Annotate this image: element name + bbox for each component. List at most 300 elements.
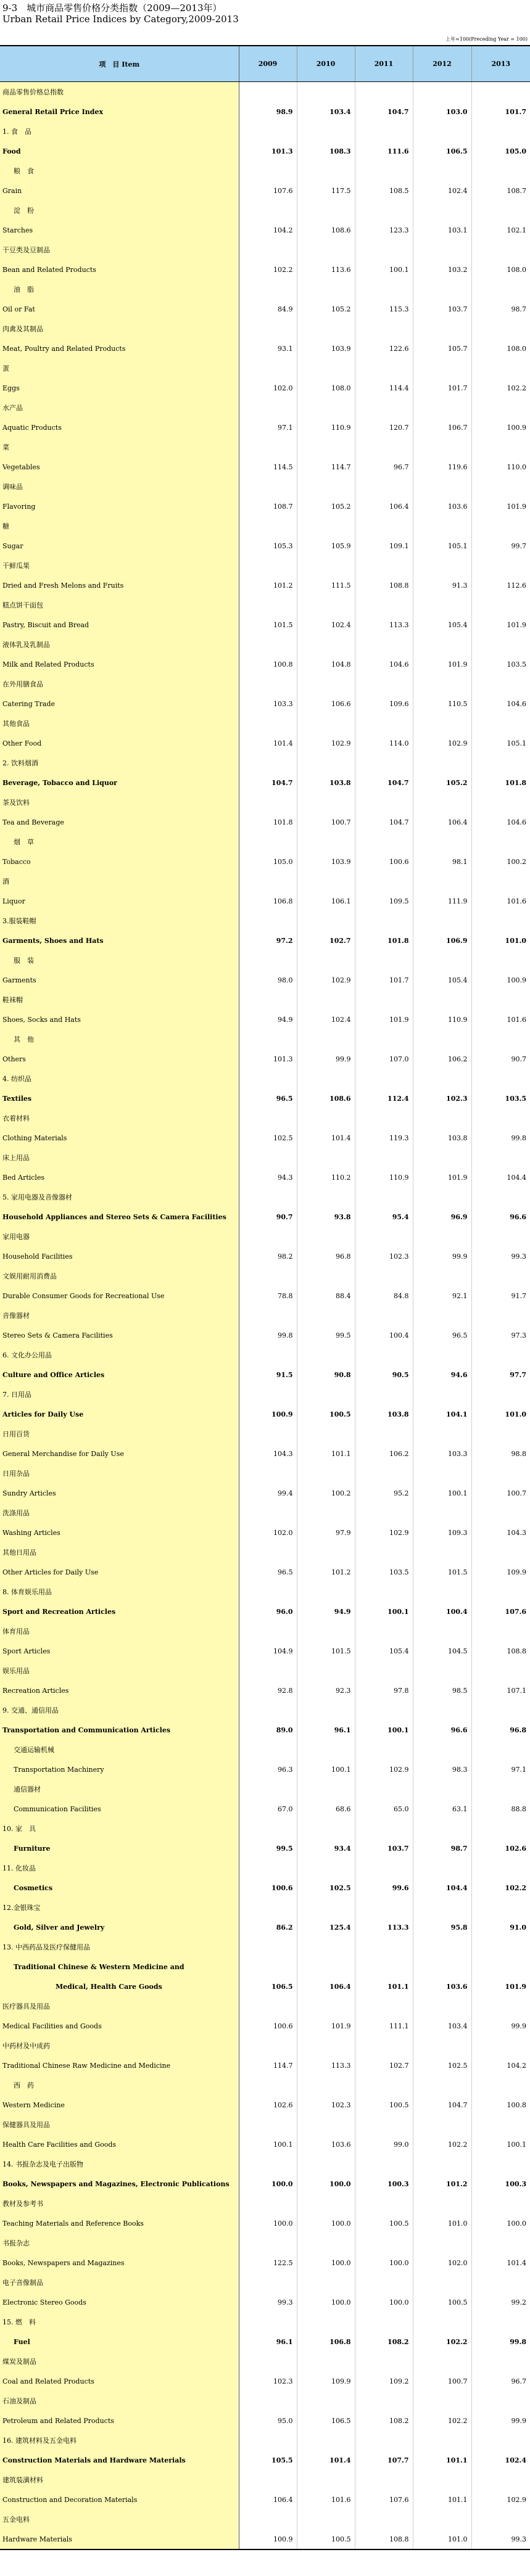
value-cell (239, 1996, 297, 2016)
row-label: Household Appliances and Stereo Sets & Camera Facilities (0, 1207, 239, 1227)
value-cell: 114.4 (355, 378, 413, 398)
row-label: Flavoring (0, 496, 239, 516)
table-row (0, 556, 530, 575)
value-cell (471, 1898, 530, 1917)
value-cell (413, 2430, 471, 2450)
value-cell (413, 437, 471, 457)
value-cell: 111.5 (297, 575, 355, 595)
table-row (0, 615, 530, 635)
value-cell: 101.2 (413, 2174, 471, 2194)
value-cell: 101.9 (471, 1977, 530, 1996)
value-cell: 100.5 (355, 2213, 413, 2233)
value-cell (355, 2036, 413, 2055)
value-cell: 96.6 (413, 1720, 471, 1740)
value-cell: 104.1 (413, 1404, 471, 1424)
row-label: 书报杂志 (0, 2233, 239, 2253)
value-cell (239, 1029, 297, 1049)
header-year: 2012 (413, 46, 471, 82)
value-cell (413, 714, 471, 733)
value-cell: 102.9 (471, 2490, 530, 2509)
value-cell: 104.3 (471, 1523, 530, 1542)
table-row (0, 220, 530, 240)
row-label: 日用杂品 (0, 1463, 239, 1483)
value-cell (413, 595, 471, 615)
value-cell (413, 832, 471, 852)
row-label: 电子音像制品 (0, 2273, 239, 2292)
value-cell (413, 319, 471, 339)
table-row (0, 1187, 530, 1207)
table-row (0, 950, 530, 970)
value-cell: 105.9 (297, 536, 355, 556)
price-index-table (0, 45, 530, 2550)
value-cell (297, 2075, 355, 2095)
row-label: Sundry Articles (0, 1483, 239, 1503)
table-row (0, 1306, 530, 1325)
value-cell: 104.6 (471, 812, 530, 832)
row-label: Health Care Facilities and Goods (0, 2134, 239, 2154)
row-label: 液体乳及乳制品 (0, 635, 239, 654)
value-cell: 108.0 (471, 339, 530, 358)
value-cell (355, 319, 413, 339)
value-cell: 100.1 (355, 260, 413, 279)
value-cell (471, 1463, 530, 1483)
value-cell (297, 1424, 355, 1444)
value-cell: 107.6 (355, 2490, 413, 2509)
value-cell: 100.1 (355, 1720, 413, 1740)
value-cell (297, 2391, 355, 2411)
table-row (0, 674, 530, 694)
value-cell (413, 635, 471, 654)
value-cell: 108.7 (471, 181, 530, 200)
value-cell: 99.3 (239, 2292, 297, 2312)
row-label: 娱乐用品 (0, 1661, 239, 1681)
value-cell: 101.5 (413, 1562, 471, 1582)
table-row (0, 1444, 530, 1463)
row-label: 16. 建筑材料及五金电料 (0, 2430, 239, 2450)
value-cell: 91.3 (413, 575, 471, 595)
value-cell (413, 279, 471, 299)
value-cell: 65.0 (355, 1799, 413, 1819)
value-cell (239, 832, 297, 852)
value-cell: 99.4 (239, 1483, 297, 1503)
value-cell (239, 1937, 297, 1957)
value-cell (239, 2154, 297, 2174)
value-cell: 97.2 (239, 931, 297, 950)
value-cell (471, 516, 530, 536)
value-cell (355, 556, 413, 575)
value-cell: 96.5 (413, 1325, 471, 1345)
value-cell (471, 1345, 530, 1365)
value-cell: 106.4 (297, 1977, 355, 1996)
row-label: Oil or Fat (0, 299, 239, 319)
value-cell: 96.7 (471, 2371, 530, 2391)
value-cell (297, 1463, 355, 1483)
value-cell: 109.6 (355, 694, 413, 714)
value-cell (239, 2470, 297, 2490)
row-label: 4. 纺织品 (0, 1069, 239, 1088)
table-row (0, 753, 530, 773)
value-cell (471, 1424, 530, 1444)
table-row (0, 1049, 530, 1069)
value-cell (297, 2273, 355, 2292)
value-cell: 100.1 (239, 2134, 297, 2154)
value-cell: 101.3 (239, 141, 297, 161)
value-cell (471, 911, 530, 931)
value-cell (413, 2194, 471, 2213)
value-cell: 105.4 (355, 1641, 413, 1661)
row-label: Furniture (0, 1838, 239, 1858)
table-row (0, 1700, 530, 1720)
value-cell (297, 1819, 355, 1838)
value-cell: 122.5 (239, 2253, 297, 2273)
value-cell (413, 1385, 471, 1404)
table-row (0, 812, 530, 832)
value-cell: 99.0 (355, 2134, 413, 2154)
value-cell (239, 2352, 297, 2371)
value-cell: 100.5 (297, 2529, 355, 2549)
row-label: 文娱用耐用消费品 (0, 1266, 239, 1286)
value-cell: 99.5 (239, 1838, 297, 1858)
value-cell (471, 871, 530, 891)
table-row (0, 911, 530, 931)
value-cell (355, 516, 413, 536)
value-cell: 101.8 (471, 773, 530, 792)
value-cell: 111.9 (413, 891, 471, 911)
value-cell (297, 2509, 355, 2529)
value-cell: 95.2 (355, 1483, 413, 1503)
value-cell (413, 1661, 471, 1681)
value-cell: 105.2 (413, 773, 471, 792)
table-row (0, 1246, 530, 1266)
row-label: Other Food (0, 733, 239, 753)
value-cell (297, 871, 355, 891)
value-cell: 67.0 (239, 1799, 297, 1819)
value-cell: 113.6 (297, 260, 355, 279)
value-cell (471, 1542, 530, 1562)
row-label: Durable Consumer Goods for Recreational Use (0, 1286, 239, 1306)
value-cell (471, 556, 530, 575)
table-row (0, 1167, 530, 1187)
value-cell: 103.8 (413, 1128, 471, 1148)
value-cell (297, 1621, 355, 1641)
value-cell: 97.7 (471, 1365, 530, 1385)
value-cell: 102.3 (355, 1246, 413, 1266)
value-cell (471, 2115, 530, 2134)
value-cell: 101.0 (413, 2213, 471, 2233)
table-row (0, 1365, 530, 1385)
table-row (0, 457, 530, 477)
table-row (0, 694, 530, 714)
value-cell: 100.4 (355, 1325, 413, 1345)
row-label: 8. 体育娱乐用品 (0, 1582, 239, 1602)
table-row (0, 200, 530, 220)
value-cell (355, 1740, 413, 1759)
row-label: Books, Newspapers and Magazines, Electronic Publications (0, 2174, 239, 2194)
value-cell (355, 2470, 413, 2490)
value-cell: 102.9 (355, 1759, 413, 1779)
row-label: 油 脂 (0, 279, 239, 299)
value-cell (239, 1069, 297, 1088)
row-label: Meat, Poultry and Related Products (0, 339, 239, 358)
table-row (0, 1542, 530, 1562)
value-cell (239, 1957, 297, 1977)
value-cell (297, 437, 355, 457)
table-row (0, 1996, 530, 2016)
value-cell (297, 82, 355, 102)
value-cell (239, 1779, 297, 1799)
row-label: 5. 家用电器及音像器材 (0, 1187, 239, 1207)
value-cell (471, 2470, 530, 2490)
row-label: Petroleum and Related Products (0, 2411, 239, 2430)
value-cell: 100.5 (297, 1404, 355, 1424)
value-cell: 93.1 (239, 339, 297, 358)
value-cell: 100.0 (355, 2292, 413, 2312)
row-label: Other Articles for Daily Use (0, 1562, 239, 1582)
value-cell: 91.0 (471, 1917, 530, 1937)
header-item: 项 目 Item (0, 46, 239, 82)
value-cell (413, 2509, 471, 2529)
value-cell (355, 1424, 413, 1444)
header-year: 2013 (471, 46, 530, 82)
row-label: Western Medicine (0, 2095, 239, 2115)
value-cell: 102.4 (297, 615, 355, 635)
value-cell: 107.6 (239, 181, 297, 200)
table-row (0, 1286, 530, 1306)
value-cell (297, 319, 355, 339)
value-cell: 98.9 (239, 102, 297, 121)
value-cell: 105.0 (239, 852, 297, 871)
value-cell: 104.7 (355, 102, 413, 121)
value-cell (239, 871, 297, 891)
value-cell (297, 990, 355, 1010)
value-cell (297, 1306, 355, 1325)
value-cell (355, 437, 413, 457)
row-label: 14. 书报杂志及电子出版物 (0, 2154, 239, 2174)
value-cell: 109.9 (297, 2371, 355, 2391)
value-cell (413, 1463, 471, 1483)
value-cell (471, 121, 530, 141)
table-row (0, 1917, 530, 1937)
value-cell: 101.4 (471, 2253, 530, 2273)
value-cell (471, 1740, 530, 1759)
value-cell: 90.7 (471, 1049, 530, 1069)
value-cell (355, 200, 413, 220)
value-cell (297, 279, 355, 299)
value-cell (413, 2312, 471, 2332)
value-cell (297, 1227, 355, 1246)
row-label: Books, Newspapers and Magazines (0, 2253, 239, 2273)
value-cell: 101.7 (413, 378, 471, 398)
value-cell (413, 121, 471, 141)
value-cell: 101.0 (413, 2529, 471, 2549)
value-cell: 96.8 (297, 1246, 355, 1266)
value-cell (239, 1227, 297, 1246)
table-row (0, 2332, 530, 2352)
value-cell (355, 2312, 413, 2332)
value-cell: 119.3 (355, 1128, 413, 1148)
value-cell (355, 1345, 413, 1365)
value-cell: 102.3 (413, 1088, 471, 1108)
value-cell (471, 279, 530, 299)
value-cell (297, 358, 355, 378)
table-row (0, 2115, 530, 2134)
value-cell: 102.9 (297, 970, 355, 990)
value-cell (239, 1621, 297, 1641)
value-cell (471, 753, 530, 773)
value-cell: 108.0 (471, 260, 530, 279)
value-cell (355, 2509, 413, 2529)
value-cell (239, 2233, 297, 2253)
value-cell: 100.0 (297, 2213, 355, 2233)
value-cell (355, 398, 413, 418)
value-cell (355, 1700, 413, 1720)
value-cell (297, 1069, 355, 1088)
row-label: 水产品 (0, 398, 239, 418)
value-cell (239, 358, 297, 378)
value-cell (471, 832, 530, 852)
row-label: Stereo Sets & Camera Facilities (0, 1325, 239, 1345)
value-cell (355, 2352, 413, 2371)
table-row (0, 852, 530, 871)
table-row (0, 2075, 530, 2095)
table-row (0, 2352, 530, 2371)
table-row (0, 2134, 530, 2154)
value-cell (355, 1661, 413, 1681)
table-row (0, 1266, 530, 1286)
value-cell: 101.3 (239, 1049, 297, 1069)
value-cell: 104.6 (355, 654, 413, 674)
value-cell (239, 1819, 297, 1838)
value-cell (355, 2233, 413, 2253)
row-label: Hardware Materials (0, 2529, 239, 2549)
value-cell (355, 1463, 413, 1483)
value-cell: 114.0 (355, 733, 413, 753)
value-cell (239, 753, 297, 773)
value-cell: 91.7 (471, 1286, 530, 1306)
value-cell: 103.7 (413, 299, 471, 319)
value-cell (471, 1819, 530, 1838)
value-cell: 105.1 (413, 536, 471, 556)
table-row (0, 82, 530, 102)
value-cell: 102.5 (239, 1128, 297, 1148)
value-cell (239, 2036, 297, 2055)
value-cell (239, 2115, 297, 2134)
row-label: Medical, Health Care Goods (0, 1977, 239, 1996)
value-cell (413, 1345, 471, 1365)
row-label: 干鲜瓜果 (0, 556, 239, 575)
value-cell: 95.0 (239, 2411, 297, 2430)
value-cell (355, 911, 413, 931)
value-cell: 105.0 (471, 141, 530, 161)
value-cell: 110.9 (413, 1010, 471, 1029)
value-cell (413, 2154, 471, 2174)
value-cell (355, 2154, 413, 2174)
value-cell (471, 2036, 530, 2055)
value-cell (471, 2075, 530, 2095)
table-row (0, 1878, 530, 1898)
value-cell: 106.6 (297, 694, 355, 714)
row-label: Electronic Stereo Goods (0, 2292, 239, 2312)
table-row (0, 931, 530, 950)
value-cell: 88.8 (471, 1799, 530, 1819)
value-cell: 96.8 (471, 1720, 530, 1740)
value-cell (355, 2273, 413, 2292)
value-cell (413, 1108, 471, 1128)
value-cell (413, 1898, 471, 1917)
row-label: Aquatic Products (0, 418, 239, 437)
row-label: Cosmetics (0, 1878, 239, 1898)
value-cell: 122.6 (355, 339, 413, 358)
value-cell (471, 595, 530, 615)
value-cell: 103.5 (471, 654, 530, 674)
table-row (0, 2095, 530, 2115)
value-cell (471, 437, 530, 457)
value-cell: 90.5 (355, 1365, 413, 1385)
table-row (0, 2036, 530, 2055)
value-cell (471, 1661, 530, 1681)
value-cell (239, 1661, 297, 1681)
table-row (0, 575, 530, 595)
value-cell (413, 398, 471, 418)
value-cell (239, 2509, 297, 2529)
table-row (0, 733, 530, 753)
table-row (0, 635, 530, 654)
value-cell: 101.8 (239, 812, 297, 832)
table-row (0, 358, 530, 378)
value-cell (297, 1385, 355, 1404)
value-cell: 105.3 (239, 536, 297, 556)
value-cell (471, 950, 530, 970)
value-cell: 104.7 (413, 2095, 471, 2115)
value-cell (413, 1779, 471, 1799)
value-cell (297, 714, 355, 733)
table-row (0, 2391, 530, 2411)
value-cell (297, 2036, 355, 2055)
value-cell: 97.3 (471, 1325, 530, 1345)
value-cell (355, 240, 413, 260)
row-label: 西 药 (0, 2075, 239, 2095)
value-cell (239, 1740, 297, 1759)
row-label: 9. 交通、通信用品 (0, 1700, 239, 1720)
value-cell (471, 1108, 530, 1128)
value-cell (471, 1700, 530, 1720)
row-label: 糕点饼干面包 (0, 595, 239, 615)
value-cell: 102.0 (239, 378, 297, 398)
value-cell (297, 1266, 355, 1286)
value-cell: 101.4 (297, 1128, 355, 1148)
value-cell (413, 792, 471, 812)
value-cell: 108.5 (355, 181, 413, 200)
table-row (0, 1582, 530, 1602)
value-cell: 101.9 (471, 615, 530, 635)
value-cell: 94.6 (413, 1365, 471, 1385)
value-cell: 110.9 (355, 1167, 413, 1187)
value-cell (355, 674, 413, 694)
value-cell: 103.8 (297, 773, 355, 792)
value-cell (239, 2312, 297, 2332)
table-row (0, 1641, 530, 1661)
value-cell (355, 1266, 413, 1286)
value-cell: 102.0 (239, 1523, 297, 1542)
value-cell: 98.0 (239, 970, 297, 990)
value-cell (239, 1385, 297, 1404)
row-label: Traditional Chinese & Western Medicine and (0, 1957, 239, 1977)
value-cell: 96.5 (239, 1562, 297, 1582)
row-label: 12.金银珠宝 (0, 1898, 239, 1917)
value-cell (413, 871, 471, 891)
value-cell (413, 200, 471, 220)
value-cell: 94.9 (239, 1010, 297, 1029)
